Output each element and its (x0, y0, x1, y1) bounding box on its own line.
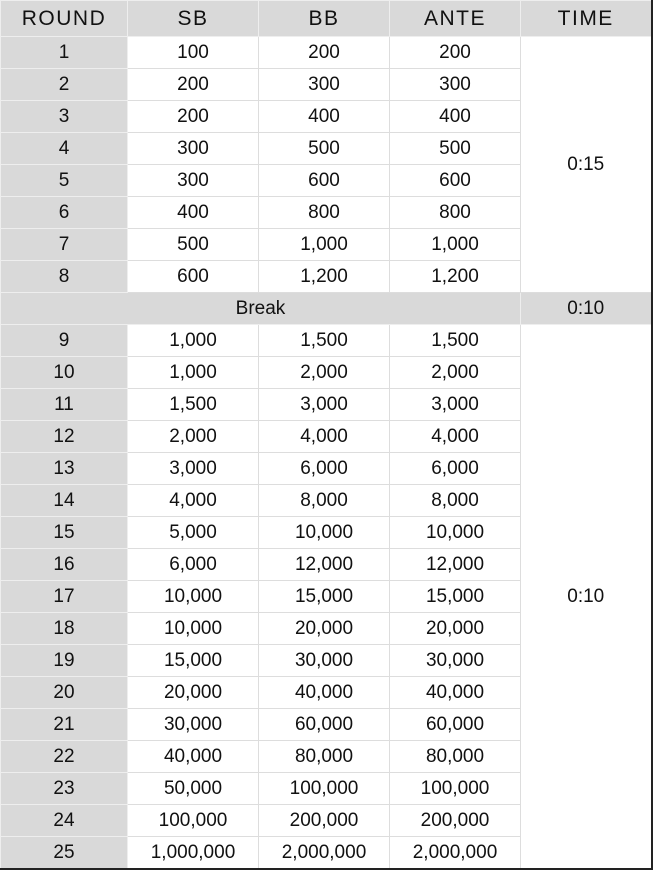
table-body (1, 37, 652, 870)
small-blind-value: 5,000 (128, 517, 259, 549)
small-blind-value: 50,000 (128, 773, 259, 805)
ante-value: 15,000 (390, 581, 521, 613)
round-number: 13 (1, 453, 128, 485)
ante-value: 100,000 (390, 773, 521, 805)
ante-value: 200 (390, 37, 521, 69)
break-label: Break (1, 293, 521, 325)
big-blind-value: 400 (259, 101, 390, 133)
ante-value: 30,000 (390, 645, 521, 677)
round-number: 16 (1, 549, 128, 581)
round-number: 12 (1, 421, 128, 453)
round-number: 22 (1, 741, 128, 773)
small-blind-value: 3,000 (128, 453, 259, 485)
ante-value: 6,000 (390, 453, 521, 485)
small-blind-value: 40,000 (128, 741, 259, 773)
header-round: ROUND (1, 1, 128, 37)
small-blind-value: 300 (128, 133, 259, 165)
ante-value: 80,000 (390, 741, 521, 773)
big-blind-value: 10,000 (259, 517, 390, 549)
header-sb: SB (128, 1, 259, 37)
round-number: 14 (1, 485, 128, 517)
ante-value: 600 (390, 165, 521, 197)
level-time: 0:10 (521, 325, 652, 870)
small-blind-value: 10,000 (128, 581, 259, 613)
small-blind-value: 30,000 (128, 709, 259, 741)
round-number: 3 (1, 101, 128, 133)
big-blind-value: 20,000 (259, 613, 390, 645)
big-blind-value: 200 (259, 37, 390, 69)
round-number: 5 (1, 165, 128, 197)
small-blind-value: 400 (128, 197, 259, 229)
small-blind-value: 2,000 (128, 421, 259, 453)
round-number: 19 (1, 645, 128, 677)
ante-value: 8,000 (390, 485, 521, 517)
big-blind-value: 1,000 (259, 229, 390, 261)
ante-value: 40,000 (390, 677, 521, 709)
header-row (1, 1, 652, 37)
big-blind-value: 200,000 (259, 805, 390, 837)
ante-value: 300 (390, 69, 521, 101)
round-number: 20 (1, 677, 128, 709)
big-blind-value: 800 (259, 197, 390, 229)
round-number: 2 (1, 69, 128, 101)
small-blind-value: 1,000 (128, 325, 259, 357)
round-number: 1 (1, 37, 128, 69)
round-number: 15 (1, 517, 128, 549)
small-blind-value: 200 (128, 101, 259, 133)
small-blind-value: 15,000 (128, 645, 259, 677)
small-blind-value: 1,500 (128, 389, 259, 421)
small-blind-value: 6,000 (128, 549, 259, 581)
small-blind-value: 1,000,000 (128, 837, 259, 870)
big-blind-value: 500 (259, 133, 390, 165)
small-blind-value: 200 (128, 69, 259, 101)
ante-value: 20,000 (390, 613, 521, 645)
ante-value: 3,000 (390, 389, 521, 421)
ante-value: 200,000 (390, 805, 521, 837)
level-time: 0:15 (521, 37, 652, 293)
header-time: TIME (521, 1, 652, 37)
ante-value: 400 (390, 101, 521, 133)
round-number: 18 (1, 613, 128, 645)
ante-value: 1,500 (390, 325, 521, 357)
small-blind-value: 10,000 (128, 613, 259, 645)
small-blind-value: 100 (128, 37, 259, 69)
round-number: 7 (1, 229, 128, 261)
header-bb: BB (259, 1, 390, 37)
break-row (1, 293, 652, 325)
round-number: 21 (1, 709, 128, 741)
round-number: 24 (1, 805, 128, 837)
big-blind-value: 12,000 (259, 549, 390, 581)
ante-value: 1,200 (390, 261, 521, 293)
level-row (1, 325, 652, 357)
big-blind-value: 60,000 (259, 709, 390, 741)
small-blind-value: 4,000 (128, 485, 259, 517)
small-blind-value: 1,000 (128, 357, 259, 389)
round-number: 9 (1, 325, 128, 357)
ante-value: 12,000 (390, 549, 521, 581)
header-ante: ANTE (390, 1, 521, 37)
small-blind-value: 500 (128, 229, 259, 261)
break-time: 0:10 (521, 293, 652, 325)
round-number: 25 (1, 837, 128, 870)
round-number: 17 (1, 581, 128, 613)
big-blind-value: 4,000 (259, 421, 390, 453)
big-blind-value: 2,000,000 (259, 837, 390, 870)
big-blind-value: 8,000 (259, 485, 390, 517)
small-blind-value: 300 (128, 165, 259, 197)
big-blind-value: 2,000 (259, 357, 390, 389)
big-blind-value: 6,000 (259, 453, 390, 485)
big-blind-value: 1,200 (259, 261, 390, 293)
small-blind-value: 600 (128, 261, 259, 293)
ante-value: 800 (390, 197, 521, 229)
big-blind-value: 1,500 (259, 325, 390, 357)
big-blind-value: 80,000 (259, 741, 390, 773)
ante-value: 2,000,000 (390, 837, 521, 870)
ante-value: 60,000 (390, 709, 521, 741)
round-number: 6 (1, 197, 128, 229)
round-number: 23 (1, 773, 128, 805)
round-number: 8 (1, 261, 128, 293)
big-blind-value: 15,000 (259, 581, 390, 613)
big-blind-value: 40,000 (259, 677, 390, 709)
big-blind-value: 3,000 (259, 389, 390, 421)
ante-value: 10,000 (390, 517, 521, 549)
round-number: 4 (1, 133, 128, 165)
ante-value: 1,000 (390, 229, 521, 261)
round-number: 10 (1, 357, 128, 389)
ante-value: 4,000 (390, 421, 521, 453)
big-blind-value: 300 (259, 69, 390, 101)
level-row (1, 37, 652, 69)
small-blind-value: 20,000 (128, 677, 259, 709)
ante-value: 2,000 (390, 357, 521, 389)
big-blind-value: 600 (259, 165, 390, 197)
big-blind-value: 100,000 (259, 773, 390, 805)
big-blind-value: 30,000 (259, 645, 390, 677)
small-blind-value: 100,000 (128, 805, 259, 837)
round-number: 11 (1, 389, 128, 421)
ante-value: 500 (390, 133, 521, 165)
